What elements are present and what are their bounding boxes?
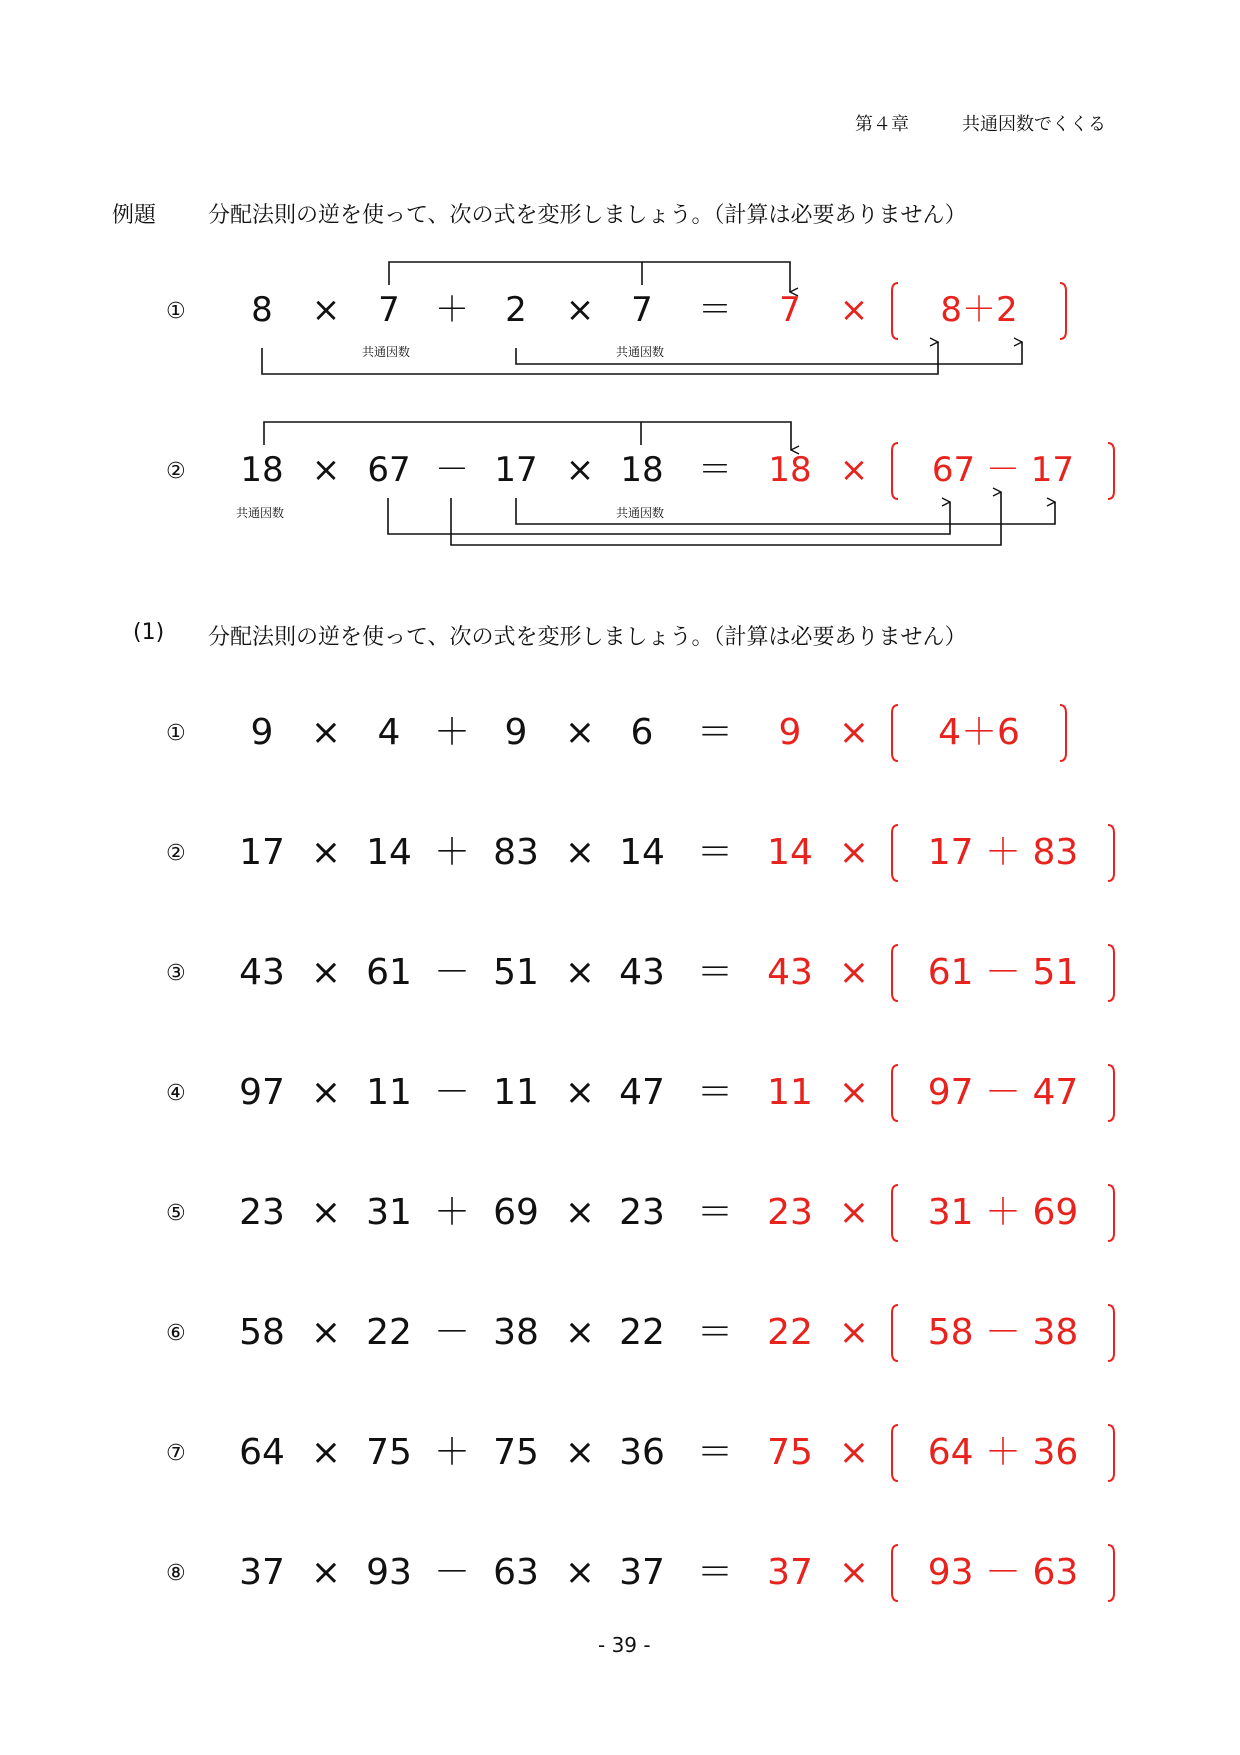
connector-sign	[451, 492, 1001, 545]
operand: 31	[366, 1192, 412, 1233]
operator: ×	[310, 1192, 342, 1233]
operand: 75	[493, 1432, 539, 1473]
operand: 37	[619, 1552, 665, 1593]
operand: 18	[240, 450, 284, 490]
operator: ×	[564, 712, 596, 753]
operand: 9	[504, 712, 528, 753]
operator: －	[433, 1552, 471, 1593]
parenthesized-expression: 31 ＋ 69	[927, 1192, 1079, 1233]
operand: 58	[239, 1312, 285, 1353]
operand: 93	[366, 1552, 412, 1593]
problem-number: ⑦	[166, 1441, 186, 1466]
common-factor-label: 共通因数	[616, 345, 665, 359]
operator: －	[433, 1072, 471, 1113]
parenthesized-expression: 67 － 17	[931, 450, 1075, 490]
common-factor: 23	[767, 1192, 813, 1233]
operand: 51	[493, 952, 539, 993]
operator: ×	[310, 832, 342, 873]
equals-sign: ＝	[696, 1072, 734, 1113]
operand: 9	[250, 712, 274, 753]
equals-sign: ＝	[698, 290, 732, 330]
operator: ×	[564, 1072, 596, 1113]
operand: 23	[239, 1192, 285, 1233]
operand: 23	[619, 1192, 665, 1233]
equals-sign: ＝	[696, 832, 734, 873]
problem-number: ①	[166, 721, 186, 746]
operand: 43	[239, 952, 285, 993]
common-factor: 75	[767, 1432, 813, 1473]
problem-number: ②	[166, 841, 186, 866]
operand: 36	[619, 1432, 665, 1473]
connector-first-term	[262, 342, 938, 374]
operator: ×	[564, 832, 596, 873]
parenthesized-expression: 4＋6	[938, 712, 1020, 753]
equals-sign: ＝	[696, 1192, 734, 1233]
operand: 11	[493, 1072, 539, 1113]
common-factor: 43	[767, 952, 813, 993]
problem-number: ③	[166, 961, 186, 986]
operand: 2	[505, 290, 527, 330]
common-factor-label: 共通因数	[616, 506, 665, 520]
operand: 63	[493, 1552, 539, 1593]
operator: ×	[564, 1192, 596, 1233]
operand: 14	[366, 832, 412, 873]
problem-number: ④	[166, 1081, 186, 1106]
operand: 61	[366, 952, 412, 993]
operator: ＋	[433, 712, 471, 753]
common-factor: 9	[778, 712, 802, 753]
equals-sign: ＝	[696, 1432, 734, 1473]
parenthesized-expression: 8＋2	[940, 290, 1018, 330]
operand: 38	[493, 1312, 539, 1353]
connector-second-term	[516, 498, 1055, 524]
parenthesized-expression: 61 － 51	[927, 952, 1079, 993]
operator: ×	[310, 1072, 342, 1113]
operand: 69	[493, 1192, 539, 1233]
operand: 97	[239, 1072, 285, 1113]
chapter-label: 第４章	[855, 114, 909, 135]
operator: ×	[838, 1072, 870, 1113]
operand: 4	[377, 712, 401, 753]
operator: ×	[838, 712, 870, 753]
operand: 7	[631, 290, 653, 330]
problem-number: ⑥	[166, 1321, 186, 1346]
equals-sign: ＝	[696, 952, 734, 993]
operand: 22	[619, 1312, 665, 1353]
equals-sign: ＝	[696, 1552, 734, 1593]
problem-number: ②	[166, 459, 186, 484]
operand: 43	[619, 952, 665, 993]
parenthesized-expression: 97 － 47	[927, 1072, 1079, 1113]
equals-sign: ＝	[696, 1312, 734, 1353]
operator: ×	[311, 290, 341, 330]
operator: ×	[311, 450, 341, 490]
equals-sign: ＝	[698, 450, 732, 490]
common-factor: 18	[768, 450, 812, 490]
operand: 83	[493, 832, 539, 873]
operand: 22	[366, 1312, 412, 1353]
common-factor: 14	[767, 832, 813, 873]
operator: －	[435, 450, 469, 490]
page-number: - 39 -	[598, 1633, 651, 1657]
operator: ×	[310, 952, 342, 993]
operand: 37	[239, 1552, 285, 1593]
connector-first-term	[388, 498, 950, 534]
bracket-common-factor	[389, 262, 790, 292]
equals-sign: ＝	[696, 712, 734, 753]
problem-number: ⑤	[166, 1201, 186, 1226]
operator: ×	[838, 1192, 870, 1233]
operator: ×	[310, 1552, 342, 1593]
chapter-title: 共通因数でくくる	[962, 114, 1106, 135]
operand: 75	[366, 1432, 412, 1473]
operator: ×	[838, 1432, 870, 1473]
operand: 8	[251, 290, 273, 330]
section-label: (1)	[133, 620, 165, 645]
operator: ×	[564, 1552, 596, 1593]
operator: ×	[565, 290, 595, 330]
operator: ×	[310, 1432, 342, 1473]
operand: 14	[619, 832, 665, 873]
operator: ×	[310, 1312, 342, 1353]
operator: ＋	[433, 832, 471, 873]
example-instruction: 分配法則の逆を使って、次の式を変形しましょう。（計算は必要ありません）	[208, 203, 967, 228]
problem-number: ①	[166, 299, 186, 324]
operand: 47	[619, 1072, 665, 1113]
parenthesized-expression: 64 ＋ 36	[927, 1432, 1079, 1473]
connector-second-term	[516, 342, 1022, 364]
operator: －	[433, 952, 471, 993]
operator: ×	[838, 1552, 870, 1593]
operand: 6	[630, 712, 654, 753]
common-factor: 22	[767, 1312, 813, 1353]
section-instruction: 分配法則の逆を使って、次の式を変形しましょう。（計算は必要ありません）	[208, 625, 967, 650]
example-label: 例題	[112, 203, 157, 228]
common-factor-label: 共通因数	[236, 506, 285, 520]
common-factor: 11	[767, 1072, 813, 1113]
operand: 18	[620, 450, 664, 490]
operand: 17	[494, 450, 538, 490]
operator: ×	[838, 1312, 870, 1353]
operator: ×	[565, 450, 595, 490]
problem-number: ⑧	[166, 1561, 186, 1586]
operator: ×	[839, 450, 869, 490]
operand: 7	[378, 290, 400, 330]
operand: 64	[239, 1432, 285, 1473]
parenthesized-expression: 58 － 38	[927, 1312, 1079, 1353]
operator: ＋	[435, 290, 469, 330]
operator: ×	[310, 712, 342, 753]
operator: ×	[564, 1312, 596, 1353]
parenthesized-expression: 93 － 63	[927, 1552, 1079, 1593]
operator: ×	[838, 952, 870, 993]
operand: 17	[239, 832, 285, 873]
common-factor-label: 共通因数	[362, 345, 411, 359]
operand: 67	[367, 450, 411, 490]
operator: ×	[838, 832, 870, 873]
common-factor: 37	[767, 1552, 813, 1593]
operator: ×	[564, 1432, 596, 1473]
operator: ＋	[433, 1432, 471, 1473]
operator: ×	[564, 952, 596, 993]
bracket-common-factor	[264, 422, 791, 450]
operator: ＋	[433, 1192, 471, 1233]
operand: 11	[366, 1072, 412, 1113]
common-factor: 7	[779, 290, 801, 330]
parenthesized-expression: 17 ＋ 83	[927, 832, 1079, 873]
operator: －	[433, 1312, 471, 1353]
operator: ×	[839, 290, 869, 330]
